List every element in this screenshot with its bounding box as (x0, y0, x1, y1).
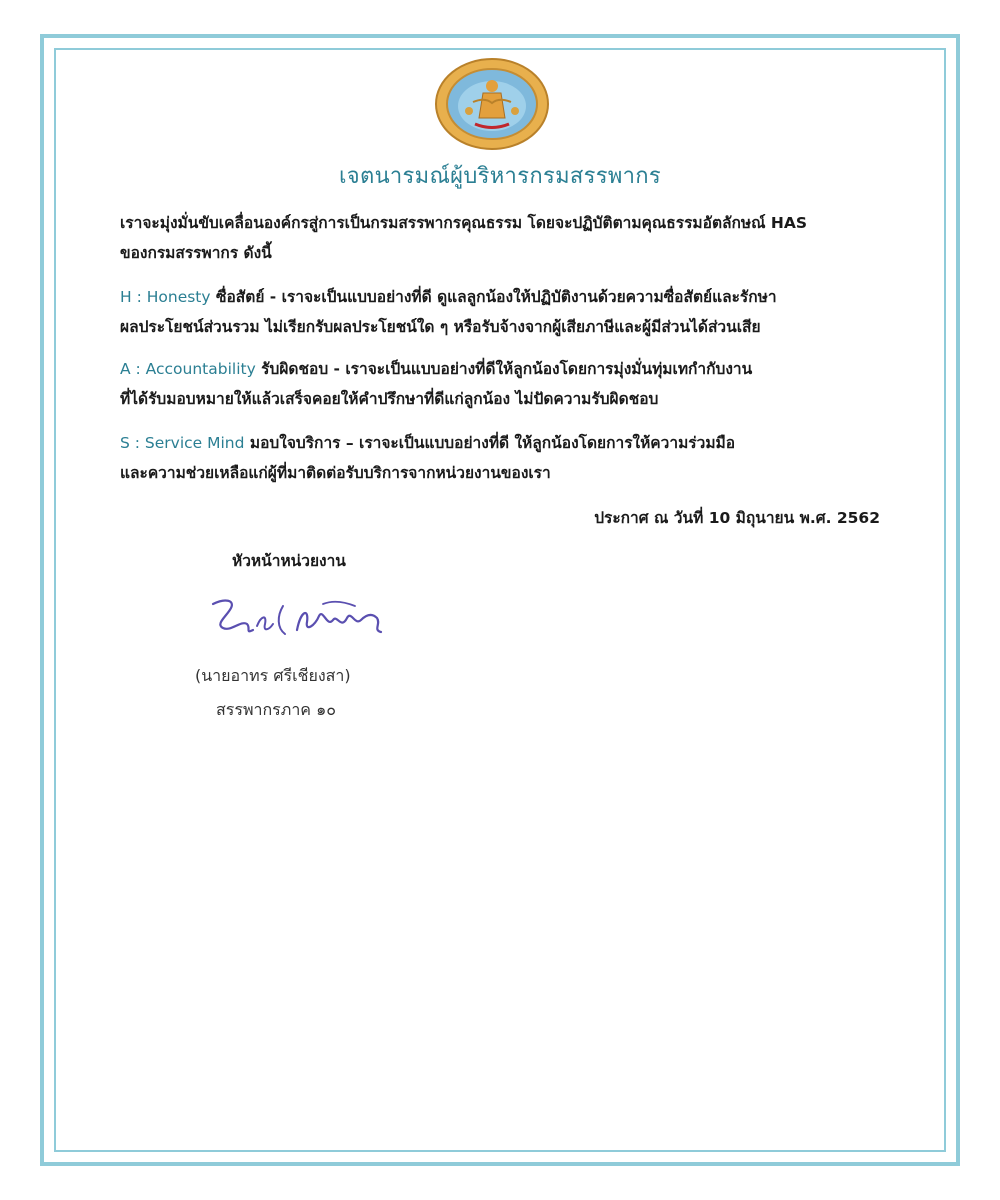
intro-line-2: ของกรมสรรพากร ดังนี้ (120, 244, 272, 262)
value-accountability (120, 354, 900, 414)
page-title: เจตนารมณ์ผู้บริหารกรมสรรพากร (338, 164, 662, 189)
value-term-service-mind: S : Service Mind (120, 434, 245, 452)
value-text-line-2: ที่ได้รับมอบหมายให้แล้วเสร็จคอยให้คำปรึกษาที่ดีแก่ลูกน้อง ไม่ปัดความรับผิดชอบ (120, 390, 659, 408)
announcement-date: ประกาศ ณ วันที่ 10 มิถุนายน พ.ศ. 2562 (594, 509, 880, 527)
signer-title: สรรพากรภาค ๑๐ (216, 700, 337, 719)
value-honesty (120, 282, 900, 342)
role-heading: หัวหน้าหน่วยงาน (232, 552, 346, 570)
value-text-line-2: และความช่วยเหลือแก่ผู้ที่มาติดต่อรับบริการจากหน่วยงานของเรา (120, 464, 551, 482)
value-term-honesty: H : Honesty (120, 288, 211, 306)
value-text-line-1: มอบใจบริการ – เราจะเป็นแบบอย่างที่ดี ให้ลูกน้องโดยการให้ความร่วมมือ (244, 434, 736, 452)
handwritten-signature (205, 590, 395, 648)
value-text-line-2: ผลประโยชน์ส่วนรวม ไม่เรียกรับผลประโยชน์ใด ๆ หรือรับจ้างจากผู้เสียภาษีและผู้มีส่วนได้ส่วนเสีย (120, 318, 761, 336)
value-text-line-1: ซื่อสัตย์ - เราจะเป็นแบบอย่างที่ดี ดูแลลูกน้องให้ปฏิบัติงานด้วยความซื่อสัตย์และรักษา (210, 288, 777, 306)
signer-name: (นายอาทร ศรีเชียงสา) (195, 666, 351, 685)
value-service-mind (120, 428, 900, 488)
intro-line-1: เราจะมุ่งมั่นขับเคลื่อนองค์กรสู่การเป็นกรมสรรพากรคุณธรรม โดยจะปฏิบัติตามคุณธรรมอัตลักษณ์ HAS (120, 214, 808, 232)
revenue-department-seal (433, 56, 551, 152)
page-border (40, 34, 960, 1166)
intro-paragraph (120, 208, 900, 268)
value-term-accountability: A : Accountability (120, 360, 256, 378)
value-text-line-1: รับผิดชอบ - เราจะเป็นแบบอย่างที่ดีให้ลูกน้องโดยการมุ่งมั่นทุ่มเทกำกับงาน (255, 360, 753, 378)
